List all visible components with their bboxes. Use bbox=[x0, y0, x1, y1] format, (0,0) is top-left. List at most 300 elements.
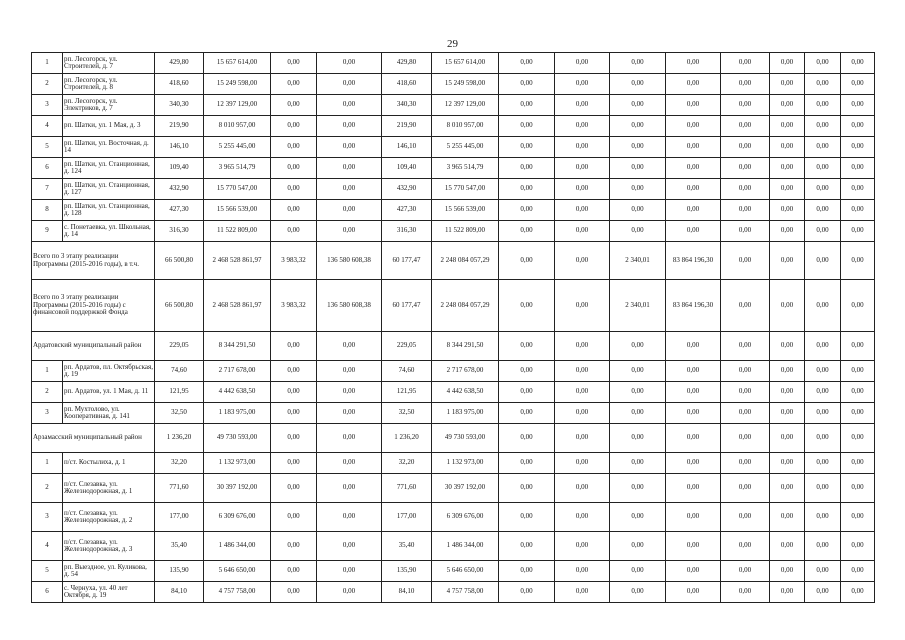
value-cell: 0,00 bbox=[317, 95, 382, 116]
value-cell: 4 442 638,50 bbox=[204, 382, 271, 403]
value-cell: 0,00 bbox=[555, 158, 610, 179]
row-number: 8 bbox=[32, 200, 63, 221]
value-cell: 1 486 344,00 bbox=[432, 532, 499, 561]
value-cell: 0,00 bbox=[317, 53, 382, 74]
value-cell: 0,00 bbox=[499, 503, 555, 532]
value-cell: 0,00 bbox=[555, 361, 610, 382]
value-cell: 0,00 bbox=[499, 179, 555, 200]
value-cell: 0,00 bbox=[610, 332, 666, 361]
value-cell: 109,40 bbox=[155, 158, 204, 179]
value-cell: 146,10 bbox=[155, 137, 204, 158]
value-cell: 0,00 bbox=[721, 74, 770, 95]
value-cell: 32,20 bbox=[382, 453, 432, 474]
value-cell: 0,00 bbox=[555, 200, 610, 221]
value-cell: 5 646 650,00 bbox=[204, 561, 271, 582]
address-cell: рп. Шатки, ул. Станционная, д. 128 bbox=[63, 200, 155, 221]
value-cell: 49 730 593,00 bbox=[204, 424, 271, 453]
value-cell: 0,00 bbox=[721, 561, 770, 582]
value-cell: 0,00 bbox=[610, 74, 666, 95]
table-row bbox=[32, 179, 875, 200]
value-cell: 0,00 bbox=[555, 179, 610, 200]
value-cell: 0,00 bbox=[666, 221, 721, 242]
value-cell: 0,00 bbox=[499, 474, 555, 503]
address-cell: рп. Шатки, ул. Станционная, д. 127 bbox=[63, 179, 155, 200]
value-cell: 0,00 bbox=[610, 582, 666, 603]
value-cell: 15 770 547,00 bbox=[432, 179, 499, 200]
value-cell: 0,00 bbox=[555, 242, 610, 280]
value-cell: 6 309 676,00 bbox=[204, 503, 271, 532]
value-cell: 4 442 638,50 bbox=[432, 382, 499, 403]
value-cell: 0,00 bbox=[770, 179, 805, 200]
row-number: 7 bbox=[32, 179, 63, 200]
value-cell: 0,00 bbox=[610, 503, 666, 532]
value-cell: 0,00 bbox=[841, 242, 875, 280]
value-cell: 0,00 bbox=[271, 382, 317, 403]
value-cell: 0,00 bbox=[317, 403, 382, 424]
value-cell: 0,00 bbox=[841, 332, 875, 361]
value-cell: 0,00 bbox=[770, 532, 805, 561]
value-cell: 0,00 bbox=[555, 280, 610, 332]
value-cell: 121,95 bbox=[155, 382, 204, 403]
value-cell: 0,00 bbox=[666, 503, 721, 532]
value-cell: 12 397 129,00 bbox=[204, 95, 271, 116]
value-cell: 74,60 bbox=[382, 361, 432, 382]
value-cell: 5 255 445,00 bbox=[204, 137, 271, 158]
value-cell: 432,90 bbox=[382, 179, 432, 200]
value-cell: 3 983,32 bbox=[271, 242, 317, 280]
value-cell: 3 965 514,79 bbox=[204, 158, 271, 179]
value-cell: 0,00 bbox=[271, 582, 317, 603]
value-cell: 0,00 bbox=[805, 280, 841, 332]
value-cell: 771,60 bbox=[155, 474, 204, 503]
table-subtotal-row bbox=[32, 424, 875, 453]
table-row bbox=[32, 503, 875, 532]
value-cell: 12 397 129,00 bbox=[432, 95, 499, 116]
value-cell: 0,00 bbox=[317, 503, 382, 532]
value-cell: 0,00 bbox=[317, 221, 382, 242]
value-cell: 0,00 bbox=[770, 561, 805, 582]
value-cell: 0,00 bbox=[841, 116, 875, 137]
value-cell: 0,00 bbox=[610, 474, 666, 503]
value-cell: 0,00 bbox=[610, 403, 666, 424]
value-cell: 0,00 bbox=[271, 503, 317, 532]
value-cell: 0,00 bbox=[721, 137, 770, 158]
value-cell: 0,00 bbox=[805, 242, 841, 280]
value-cell: 432,90 bbox=[155, 179, 204, 200]
value-cell: 0,00 bbox=[499, 532, 555, 561]
value-cell: 0,00 bbox=[610, 158, 666, 179]
value-cell: 0,00 bbox=[805, 453, 841, 474]
value-cell: 30 397 192,00 bbox=[204, 474, 271, 503]
value-cell: 0,00 bbox=[805, 474, 841, 503]
value-cell: 0,00 bbox=[555, 332, 610, 361]
value-cell: 121,95 bbox=[382, 382, 432, 403]
value-cell: 0,00 bbox=[805, 137, 841, 158]
value-cell: 0,00 bbox=[317, 382, 382, 403]
value-cell: 0,00 bbox=[271, 116, 317, 137]
value-cell: 2 717 678,00 bbox=[204, 361, 271, 382]
value-cell: 0,00 bbox=[499, 137, 555, 158]
value-cell: 0,00 bbox=[610, 424, 666, 453]
value-cell: 0,00 bbox=[317, 532, 382, 561]
value-cell: 0,00 bbox=[555, 453, 610, 474]
value-cell: 0,00 bbox=[721, 532, 770, 561]
value-cell: 0,00 bbox=[271, 403, 317, 424]
value-cell: 0,00 bbox=[317, 137, 382, 158]
value-cell: 0,00 bbox=[499, 582, 555, 603]
address-cell: п/ст. Костылиха, д. 1 bbox=[63, 453, 155, 474]
value-cell: 0,00 bbox=[770, 503, 805, 532]
value-cell: 0,00 bbox=[841, 582, 875, 603]
value-cell: 0,00 bbox=[805, 116, 841, 137]
value-cell: 0,00 bbox=[770, 280, 805, 332]
value-cell: 1 183 975,00 bbox=[204, 403, 271, 424]
value-cell: 74,60 bbox=[155, 361, 204, 382]
row-number: 6 bbox=[32, 582, 63, 603]
value-cell: 0,00 bbox=[805, 424, 841, 453]
value-cell: 0,00 bbox=[271, 361, 317, 382]
value-cell: 0,00 bbox=[721, 361, 770, 382]
value-cell: 0,00 bbox=[555, 137, 610, 158]
value-cell: 0,00 bbox=[610, 561, 666, 582]
value-cell: 11 522 809,00 bbox=[204, 221, 271, 242]
value-cell: 0,00 bbox=[555, 424, 610, 453]
value-cell: 0,00 bbox=[721, 200, 770, 221]
value-cell: 0,00 bbox=[317, 582, 382, 603]
value-cell: 0,00 bbox=[555, 74, 610, 95]
value-cell: 0,00 bbox=[499, 361, 555, 382]
value-cell: 0,00 bbox=[610, 179, 666, 200]
value-cell: 0,00 bbox=[666, 137, 721, 158]
table-row bbox=[32, 382, 875, 403]
row-number: 5 bbox=[32, 137, 63, 158]
table-row bbox=[32, 158, 875, 179]
value-cell: 0,00 bbox=[666, 179, 721, 200]
value-cell: 66 500,80 bbox=[155, 280, 204, 332]
address-cell: рп. Ардатов, ул. 1 Мая, д. 11 bbox=[63, 382, 155, 403]
value-cell: 8 344 291,50 bbox=[432, 332, 499, 361]
table-body bbox=[32, 53, 875, 603]
table-subtotal-row bbox=[32, 280, 875, 332]
value-cell: 0,00 bbox=[721, 158, 770, 179]
value-cell: 0,00 bbox=[555, 561, 610, 582]
value-cell: 0,00 bbox=[610, 95, 666, 116]
value-cell: 0,00 bbox=[841, 532, 875, 561]
value-cell: 0,00 bbox=[721, 474, 770, 503]
value-cell: 0,00 bbox=[805, 561, 841, 582]
value-cell: 0,00 bbox=[610, 453, 666, 474]
table-subtotal-row bbox=[32, 332, 875, 361]
value-cell: 0,00 bbox=[721, 221, 770, 242]
value-cell: 0,00 bbox=[666, 74, 721, 95]
row-number: 2 bbox=[32, 74, 63, 95]
value-cell: 229,05 bbox=[155, 332, 204, 361]
value-cell: 0,00 bbox=[770, 474, 805, 503]
value-cell: 0,00 bbox=[271, 474, 317, 503]
value-cell: 6 309 676,00 bbox=[432, 503, 499, 532]
value-cell: 0,00 bbox=[805, 503, 841, 532]
value-cell: 0,00 bbox=[721, 382, 770, 403]
value-cell: 0,00 bbox=[317, 158, 382, 179]
value-cell: 219,90 bbox=[382, 116, 432, 137]
value-cell: 0,00 bbox=[610, 532, 666, 561]
value-cell: 418,60 bbox=[382, 74, 432, 95]
value-cell: 0,00 bbox=[666, 200, 721, 221]
value-cell: 0,00 bbox=[805, 582, 841, 603]
value-cell: 0,00 bbox=[555, 503, 610, 532]
value-cell: 30 397 192,00 bbox=[432, 474, 499, 503]
value-cell: 0,00 bbox=[805, 74, 841, 95]
value-cell: 0,00 bbox=[666, 116, 721, 137]
value-cell: 0,00 bbox=[317, 424, 382, 453]
address-cell: п/ст. Слезавка, ул. Железнодорожная, д. 2 bbox=[63, 503, 155, 532]
value-cell: 0,00 bbox=[666, 403, 721, 424]
table-row bbox=[32, 53, 875, 74]
value-cell: 0,00 bbox=[271, 53, 317, 74]
value-cell: 0,00 bbox=[666, 95, 721, 116]
value-cell: 0,00 bbox=[610, 200, 666, 221]
address-cell: рп. Шатки, ул. Восточная, д. 14 bbox=[63, 137, 155, 158]
value-cell: 0,00 bbox=[271, 74, 317, 95]
value-cell: 0,00 bbox=[721, 116, 770, 137]
value-cell: 0,00 bbox=[499, 74, 555, 95]
value-cell: 0,00 bbox=[610, 116, 666, 137]
value-cell: 49 730 593,00 bbox=[432, 424, 499, 453]
value-cell: 2 340,01 bbox=[610, 280, 666, 332]
value-cell: 0,00 bbox=[555, 382, 610, 403]
value-cell: 0,00 bbox=[271, 95, 317, 116]
address-cell: рп. Шатки, ул. 1 Мая, д. 3 bbox=[63, 116, 155, 137]
value-cell: 0,00 bbox=[555, 532, 610, 561]
value-cell: 60 177,47 bbox=[382, 242, 432, 280]
value-cell: 0,00 bbox=[805, 179, 841, 200]
value-cell: 0,00 bbox=[317, 332, 382, 361]
value-cell: 0,00 bbox=[499, 561, 555, 582]
value-cell: 0,00 bbox=[271, 137, 317, 158]
row-number: 3 bbox=[32, 95, 63, 116]
subtotal-label: Всего по 3 этапу реализации Программы (2015-2016 годы) с финансовой поддержкой Фонда bbox=[32, 280, 155, 332]
value-cell: 0,00 bbox=[666, 361, 721, 382]
value-cell: 3 965 514,79 bbox=[432, 158, 499, 179]
subtotal-label: Всего по 3 этапу реализации Программы (2015-2016 годы), в т.ч. bbox=[32, 242, 155, 280]
value-cell: 136 580 608,38 bbox=[317, 280, 382, 332]
value-cell: 229,05 bbox=[382, 332, 432, 361]
value-cell: 0,00 bbox=[770, 424, 805, 453]
address-cell: рп. Шатки, ул. Станционная, д. 124 bbox=[63, 158, 155, 179]
value-cell: 0,00 bbox=[271, 332, 317, 361]
value-cell: 418,60 bbox=[155, 74, 204, 95]
value-cell: 32,20 bbox=[155, 453, 204, 474]
value-cell: 0,00 bbox=[271, 561, 317, 582]
value-cell: 0,00 bbox=[271, 424, 317, 453]
value-cell: 5 255 445,00 bbox=[432, 137, 499, 158]
value-cell: 0,00 bbox=[555, 474, 610, 503]
value-cell: 0,00 bbox=[770, 200, 805, 221]
value-cell: 0,00 bbox=[841, 403, 875, 424]
value-cell: 60 177,47 bbox=[382, 280, 432, 332]
value-cell: 83 864 196,30 bbox=[666, 280, 721, 332]
value-cell: 0,00 bbox=[805, 200, 841, 221]
value-cell: 146,10 bbox=[382, 137, 432, 158]
value-cell: 0,00 bbox=[271, 453, 317, 474]
value-cell: 0,00 bbox=[770, 74, 805, 95]
value-cell: 0,00 bbox=[841, 158, 875, 179]
row-number: 3 bbox=[32, 503, 63, 532]
value-cell: 0,00 bbox=[666, 382, 721, 403]
value-cell: 0,00 bbox=[805, 361, 841, 382]
value-cell: 0,00 bbox=[841, 280, 875, 332]
value-cell: 2 468 528 861,97 bbox=[204, 242, 271, 280]
value-cell: 0,00 bbox=[555, 53, 610, 74]
value-cell: 4 757 758,00 bbox=[432, 582, 499, 603]
value-cell: 15 657 614,00 bbox=[432, 53, 499, 74]
value-cell: 316,30 bbox=[382, 221, 432, 242]
housing-program-table bbox=[31, 52, 875, 603]
value-cell: 0,00 bbox=[841, 179, 875, 200]
row-number: 4 bbox=[32, 116, 63, 137]
value-cell: 1 236,20 bbox=[382, 424, 432, 453]
value-cell: 0,00 bbox=[666, 424, 721, 453]
value-cell: 0,00 bbox=[721, 453, 770, 474]
value-cell: 0,00 bbox=[770, 242, 805, 280]
value-cell: 0,00 bbox=[499, 332, 555, 361]
value-cell: 0,00 bbox=[271, 200, 317, 221]
value-cell: 0,00 bbox=[841, 453, 875, 474]
value-cell: 0,00 bbox=[610, 53, 666, 74]
address-cell: рп. Выездное, ул. Куликова, д. 54 bbox=[63, 561, 155, 582]
table-row bbox=[32, 532, 875, 561]
value-cell: 340,30 bbox=[155, 95, 204, 116]
value-cell: 0,00 bbox=[841, 95, 875, 116]
value-cell: 0,00 bbox=[805, 95, 841, 116]
value-cell: 0,00 bbox=[555, 116, 610, 137]
row-number: 1 bbox=[32, 453, 63, 474]
row-number: 4 bbox=[32, 532, 63, 561]
value-cell: 0,00 bbox=[770, 582, 805, 603]
table-row bbox=[32, 561, 875, 582]
value-cell: 1 132 973,00 bbox=[204, 453, 271, 474]
value-cell: 0,00 bbox=[770, 158, 805, 179]
value-cell: 35,40 bbox=[155, 532, 204, 561]
value-cell: 429,80 bbox=[155, 53, 204, 74]
value-cell: 0,00 bbox=[841, 53, 875, 74]
table-row bbox=[32, 95, 875, 116]
value-cell: 0,00 bbox=[555, 582, 610, 603]
value-cell: 0,00 bbox=[805, 332, 841, 361]
value-cell: 0,00 bbox=[841, 361, 875, 382]
value-cell: 135,90 bbox=[155, 561, 204, 582]
row-number: 2 bbox=[32, 382, 63, 403]
value-cell: 0,00 bbox=[610, 221, 666, 242]
value-cell: 771,60 bbox=[382, 474, 432, 503]
value-cell: 84,10 bbox=[382, 582, 432, 603]
value-cell: 0,00 bbox=[770, 53, 805, 74]
value-cell: 0,00 bbox=[317, 561, 382, 582]
value-cell: 8 010 957,00 bbox=[432, 116, 499, 137]
value-cell: 0,00 bbox=[499, 158, 555, 179]
value-cell: 0,00 bbox=[805, 403, 841, 424]
value-cell: 8 010 957,00 bbox=[204, 116, 271, 137]
value-cell: 0,00 bbox=[317, 200, 382, 221]
value-cell: 0,00 bbox=[841, 200, 875, 221]
value-cell: 0,00 bbox=[499, 424, 555, 453]
value-cell: 0,00 bbox=[770, 332, 805, 361]
value-cell: 0,00 bbox=[805, 158, 841, 179]
value-cell: 0,00 bbox=[666, 561, 721, 582]
value-cell: 0,00 bbox=[770, 221, 805, 242]
row-number: 1 bbox=[32, 53, 63, 74]
value-cell: 429,80 bbox=[382, 53, 432, 74]
value-cell: 0,00 bbox=[770, 361, 805, 382]
value-cell: 0,00 bbox=[666, 582, 721, 603]
value-cell: 0,00 bbox=[770, 137, 805, 158]
value-cell: 5 646 650,00 bbox=[432, 561, 499, 582]
value-cell: 0,00 bbox=[555, 95, 610, 116]
value-cell: 0,00 bbox=[317, 179, 382, 200]
value-cell: 0,00 bbox=[770, 403, 805, 424]
value-cell: 0,00 bbox=[841, 424, 875, 453]
value-cell: 0,00 bbox=[841, 503, 875, 532]
page-number: 29 bbox=[447, 38, 458, 50]
value-cell: 1 132 973,00 bbox=[432, 453, 499, 474]
value-cell: 15 566 539,00 bbox=[432, 200, 499, 221]
value-cell: 0,00 bbox=[805, 382, 841, 403]
value-cell: 427,30 bbox=[382, 200, 432, 221]
value-cell: 0,00 bbox=[721, 403, 770, 424]
value-cell: 0,00 bbox=[499, 403, 555, 424]
value-cell: 0,00 bbox=[721, 503, 770, 532]
value-cell: 0,00 bbox=[770, 382, 805, 403]
value-cell: 0,00 bbox=[666, 158, 721, 179]
value-cell: 0,00 bbox=[666, 532, 721, 561]
table-subtotal-row bbox=[32, 242, 875, 280]
value-cell: 0,00 bbox=[499, 382, 555, 403]
value-cell: 0,00 bbox=[271, 221, 317, 242]
value-cell: 2 248 084 057,29 bbox=[432, 242, 499, 280]
value-cell: 0,00 bbox=[610, 137, 666, 158]
value-cell: 136 580 608,38 bbox=[317, 242, 382, 280]
value-cell: 0,00 bbox=[555, 221, 610, 242]
value-cell: 0,00 bbox=[721, 332, 770, 361]
value-cell: 15 249 598,00 bbox=[204, 74, 271, 95]
address-cell: с. Чернуха, ул. 40 лет Октября, д. 19 bbox=[63, 582, 155, 603]
address-cell: рп. Лесогорск, ул. Строителей, д. 8 bbox=[63, 74, 155, 95]
address-cell: рп. Лесогорск, ул. Строителей, д. 7 bbox=[63, 53, 155, 74]
row-number: 1 bbox=[32, 361, 63, 382]
value-cell: 15 566 539,00 bbox=[204, 200, 271, 221]
row-number: 3 bbox=[32, 403, 63, 424]
value-cell: 0,00 bbox=[841, 561, 875, 582]
value-cell: 0,00 bbox=[841, 474, 875, 503]
value-cell: 0,00 bbox=[666, 53, 721, 74]
subtotal-label: Арзамасский муниципальный район bbox=[32, 424, 155, 453]
value-cell: 177,00 bbox=[155, 503, 204, 532]
value-cell: 0,00 bbox=[499, 200, 555, 221]
value-cell: 15 770 547,00 bbox=[204, 179, 271, 200]
value-cell: 0,00 bbox=[721, 53, 770, 74]
value-cell: 83 864 196,30 bbox=[666, 242, 721, 280]
value-cell: 427,30 bbox=[155, 200, 204, 221]
value-cell: 0,00 bbox=[666, 474, 721, 503]
value-cell: 0,00 bbox=[841, 221, 875, 242]
value-cell: 1 183 975,00 bbox=[432, 403, 499, 424]
value-cell: 109,40 bbox=[382, 158, 432, 179]
table-row bbox=[32, 116, 875, 137]
table-row bbox=[32, 403, 875, 424]
value-cell: 66 500,80 bbox=[155, 242, 204, 280]
value-cell: 177,00 bbox=[382, 503, 432, 532]
value-cell: 0,00 bbox=[610, 361, 666, 382]
